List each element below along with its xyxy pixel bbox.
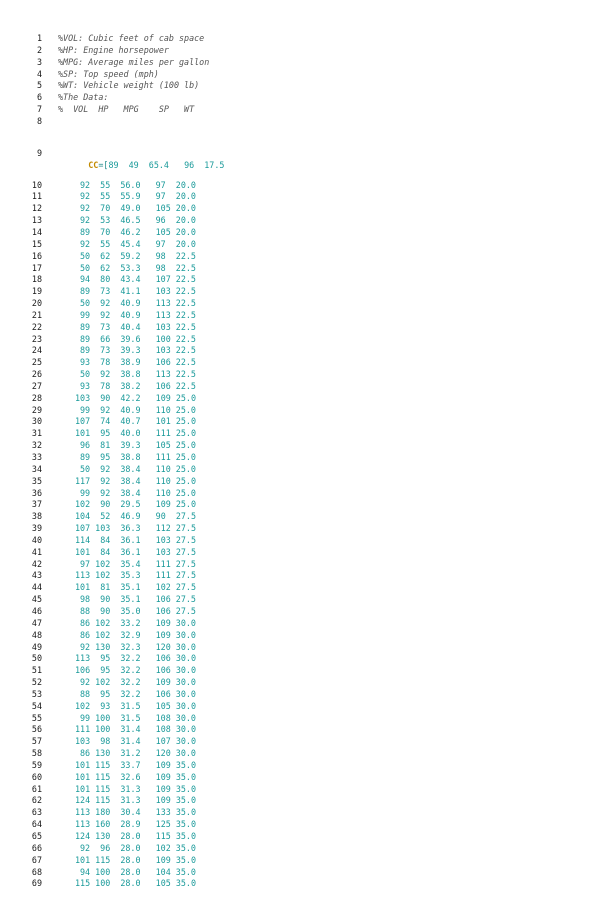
data-line[interactable] <box>0 867 599 879</box>
data-row-values: 86 102 32.9 109 30.0 <box>80 629 196 640</box>
data-row-values: 96 81 39.3 105 25.0 <box>80 440 196 451</box>
line-number: 34 <box>31 463 42 474</box>
data-row-values: 101 95 40.0 111 25.0 <box>75 428 197 439</box>
data-line[interactable] <box>0 677 599 689</box>
data-line[interactable] <box>0 416 599 428</box>
data-line[interactable] <box>0 570 599 582</box>
line-number: 64 <box>31 819 42 830</box>
line-number: 59 <box>31 759 42 770</box>
data-row-values: 89 73 39.3 103 22.5 <box>80 345 196 356</box>
data-row-values: 107 74 40.7 101 25.0 <box>75 416 197 427</box>
line-number: 69 <box>31 878 42 889</box>
data-row-values: 102 93 31.5 105 30.0 <box>75 700 197 711</box>
line-number: 48 <box>31 629 42 640</box>
data-row-values: 89 49 65.4 96 17.5 <box>108 159 225 170</box>
data-row-values: 101 115 32.6 109 35.0 <box>75 771 197 782</box>
comment-text: %MPG: Average miles per gallon <box>58 56 210 67</box>
line-number: 14 <box>31 226 42 237</box>
data-row-values: 94 100 28.0 104 35.0 <box>80 866 196 877</box>
data-row-values: 93 78 38.2 106 22.5 <box>80 380 196 391</box>
data-row-values: 124 130 28.0 115 35.0 <box>75 831 197 841</box>
data-line[interactable] <box>0 405 599 417</box>
data-line[interactable] <box>0 795 599 807</box>
line-number: 20 <box>31 298 42 309</box>
data-line[interactable] <box>0 855 599 867</box>
line-number: 65 <box>31 831 42 841</box>
data-line[interactable] <box>0 618 599 630</box>
data-row-values: 101 84 36.1 103 27.5 <box>75 546 197 557</box>
data-row-values: 113 95 32.2 106 30.0 <box>75 653 197 664</box>
data-line[interactable] <box>0 831 599 843</box>
data-line[interactable] <box>0 701 599 713</box>
line-number: 37 <box>31 499 42 510</box>
line-number: 61 <box>31 783 42 794</box>
line-number: 53 <box>31 688 42 699</box>
data-line[interactable] <box>0 606 599 618</box>
data-row-values: 92 55 55.9 97 20.0 <box>80 191 196 202</box>
data-row-values: 115 100 28.0 105 35.0 <box>75 878 197 889</box>
line-number: 5 <box>36 80 42 91</box>
line-number: 33 <box>31 452 42 462</box>
line-number: 3 <box>36 56 42 67</box>
line-number: 60 <box>31 771 42 782</box>
data-row-values: 97 102 35.4 111 27.5 <box>80 558 196 569</box>
line-number: 32 <box>31 440 42 451</box>
data-line[interactable] <box>0 642 599 654</box>
line-number: 23 <box>31 333 42 344</box>
data-line[interactable] <box>0 488 599 500</box>
data-line[interactable] <box>0 191 599 203</box>
data-line[interactable] <box>0 428 599 440</box>
line-number: 51 <box>31 665 42 676</box>
line-number: 36 <box>31 487 42 498</box>
line-number: 52 <box>31 677 42 688</box>
line-number: 24 <box>31 345 42 356</box>
data-line[interactable] <box>0 736 599 748</box>
line-number: 26 <box>31 369 42 380</box>
data-line[interactable] <box>0 180 599 192</box>
data-row-values: 113 180 30.4 133 35.0 <box>75 807 197 818</box>
data-line[interactable] <box>0 535 599 547</box>
data-row-values: 99 92 40.9 110 25.0 <box>80 404 196 415</box>
line-number: 22 <box>31 321 42 332</box>
data-line[interactable] <box>0 239 599 251</box>
data-line[interactable] <box>0 748 599 760</box>
data-line[interactable] <box>0 476 599 488</box>
data-row-values: 50 62 59.2 98 22.5 <box>80 250 196 261</box>
data-row-values: 50 92 38.4 110 25.0 <box>80 463 196 474</box>
data-row-values: 103 90 42.2 109 25.0 <box>75 392 197 403</box>
data-row-values: 101 115 28.0 109 35.0 <box>75 854 197 865</box>
comment-line[interactable] <box>0 69 599 81</box>
data-line[interactable] <box>0 440 599 452</box>
data-line[interactable] <box>0 511 599 523</box>
line-number: 49 <box>31 641 42 652</box>
comment-text: %The Data: <box>58 92 109 103</box>
line-number: 27 <box>31 380 42 391</box>
data-line[interactable] <box>0 215 599 227</box>
data-line[interactable] <box>0 274 599 286</box>
data-line[interactable] <box>0 464 599 476</box>
data-line[interactable] <box>0 843 599 855</box>
line-number: 6 <box>36 92 42 103</box>
comment-block <box>0 33 599 128</box>
line-number: 16 <box>31 250 42 261</box>
data-line[interactable] <box>0 689 599 701</box>
data-row-values: 104 52 46.9 90 27.5 <box>75 511 197 522</box>
data-row-values: 50 92 38.8 113 22.5 <box>80 369 196 380</box>
line-number: 4 <box>36 68 42 79</box>
line-number: 55 <box>31 712 42 723</box>
line-number: 39 <box>31 523 42 534</box>
data-line[interactable] <box>0 724 599 736</box>
data-row-values: 99 92 38.4 110 25.0 <box>80 487 196 498</box>
data-row-values: 92 53 46.5 96 20.0 <box>80 215 196 226</box>
data-row-values: 99 92 40.9 113 22.5 <box>80 309 196 320</box>
data-row-values: 50 92 40.9 113 22.5 <box>80 298 196 309</box>
line-number: 54 <box>31 700 42 711</box>
data-row-values: 92 55 56.0 97 20.0 <box>80 179 196 190</box>
line-number: 29 <box>31 404 42 415</box>
data-row-values: 101 115 31.3 109 35.0 <box>75 783 197 794</box>
line-number: 62 <box>31 795 42 806</box>
data-line[interactable] <box>0 499 599 511</box>
data-row-values: 117 92 38.4 110 25.0 <box>75 475 197 486</box>
line-number: 9 <box>36 147 42 158</box>
line-number: 8 <box>36 115 42 126</box>
line-number: 15 <box>31 238 42 249</box>
data-line[interactable] <box>0 345 599 357</box>
line-number: 66 <box>31 842 42 853</box>
data-row-values: 88 90 35.0 106 27.5 <box>80 605 196 616</box>
line-number: 12 <box>31 203 42 214</box>
comment-text: %VOL: Cubic feet of cab space <box>58 33 205 43</box>
line-number: 56 <box>31 724 42 735</box>
data-row-values: 99 100 31.5 108 30.0 <box>80 712 196 723</box>
data-row-values: 102 90 29.5 109 25.0 <box>75 499 197 510</box>
comment-text: %WT: Vehicle weight (100 lb) <box>58 80 200 91</box>
data-rows <box>0 180 599 891</box>
data-line[interactable] <box>0 582 599 594</box>
variable-name: CC <box>88 159 99 170</box>
data-line[interactable] <box>0 784 599 796</box>
data-line[interactable] <box>0 653 599 665</box>
comment-line[interactable] <box>0 116 599 128</box>
data-row-values: 101 115 33.7 109 35.0 <box>75 759 197 770</box>
line-number: 44 <box>31 582 42 593</box>
data-line[interactable] <box>0 807 599 819</box>
data-row-values: 107 103 36.3 112 27.5 <box>75 523 197 534</box>
data-line[interactable] <box>0 452 599 464</box>
data-line[interactable] <box>0 227 599 239</box>
data-line[interactable] <box>0 322 599 334</box>
line-number: 63 <box>31 807 42 818</box>
line-number: 1 <box>36 33 42 43</box>
line-number: 45 <box>31 594 42 605</box>
data-line[interactable] <box>0 819 599 831</box>
data-row-values: 111 100 31.4 108 30.0 <box>75 724 197 735</box>
line-number: 41 <box>31 546 42 557</box>
line-number: 67 <box>31 854 42 865</box>
data-line[interactable] <box>0 559 599 571</box>
data-row-values: 89 70 46.2 105 20.0 <box>80 226 196 237</box>
data-row-values: 92 70 49.0 105 20.0 <box>80 203 196 214</box>
data-line[interactable] <box>0 772 599 784</box>
data-line[interactable] <box>0 286 599 298</box>
data-row-values: 103 98 31.4 107 30.0 <box>75 736 197 747</box>
data-line[interactable] <box>0 630 599 642</box>
line-number: 68 <box>31 866 42 877</box>
data-row-values: 89 73 40.4 103 22.5 <box>80 321 196 332</box>
data-row-values: 89 95 38.8 111 25.0 <box>80 452 196 462</box>
data-row-values: 93 78 38.9 106 22.5 <box>80 357 196 368</box>
data-line[interactable] <box>0 547 599 559</box>
data-line[interactable] <box>0 263 599 275</box>
data-row-values: 89 73 41.1 103 22.5 <box>80 286 196 297</box>
data-row-values: 92 55 45.4 97 20.0 <box>80 238 196 249</box>
data-line[interactable] <box>0 381 599 393</box>
data-row-values: 101 81 35.1 102 27.5 <box>75 582 197 593</box>
data-line[interactable] <box>0 393 599 405</box>
line-number: 57 <box>31 736 42 747</box>
line-number: 50 <box>31 653 42 664</box>
comment-text: % VOL HP MPG SP WT <box>58 104 195 115</box>
line-number: 30 <box>31 416 42 427</box>
line-number: 7 <box>36 104 42 115</box>
line-number: 11 <box>31 191 42 202</box>
line-number: 2 <box>36 44 42 55</box>
assignment-line[interactable] <box>0 147 599 170</box>
data-row-values: 113 160 28.9 125 35.0 <box>75 819 197 830</box>
data-line[interactable] <box>0 251 599 263</box>
data-line[interactable] <box>0 298 599 310</box>
line-number: 21 <box>31 309 42 320</box>
data-row-values: 114 84 36.1 103 27.5 <box>75 534 197 545</box>
data-line[interactable] <box>0 665 599 677</box>
line-number: 58 <box>31 748 42 759</box>
data-row-values: 50 62 53.3 98 22.5 <box>80 262 196 273</box>
data-row-values: 98 90 35.1 106 27.5 <box>80 594 196 605</box>
line-number: 25 <box>31 357 42 368</box>
data-row-values: 92 130 32.3 120 30.0 <box>80 641 196 652</box>
line-number: 35 <box>31 475 42 486</box>
data-row-values: 88 95 32.2 106 30.0 <box>80 688 196 699</box>
data-row-values: 92 102 32.2 109 30.0 <box>80 677 196 688</box>
data-line[interactable] <box>0 760 599 772</box>
data-row-values: 89 66 39.6 100 22.5 <box>80 333 196 344</box>
line-number: 19 <box>31 286 42 297</box>
data-line[interactable] <box>0 594 599 606</box>
comment-text: %HP: Engine horsepower <box>58 44 169 55</box>
data-row-values: 106 95 32.2 106 30.0 <box>75 665 197 676</box>
comment-line[interactable] <box>0 104 599 116</box>
comment-line[interactable] <box>0 45 599 57</box>
data-row-values: 86 102 33.2 109 30.0 <box>80 617 196 628</box>
data-row-values: 86 130 31.2 120 30.0 <box>80 748 196 759</box>
data-row-values: 94 80 43.4 107 22.5 <box>80 274 196 285</box>
line-number: 46 <box>31 605 42 616</box>
line-number: 28 <box>31 392 42 403</box>
data-line[interactable] <box>0 369 599 381</box>
data-line[interactable] <box>0 713 599 725</box>
comment-line[interactable] <box>0 80 599 92</box>
comment-line[interactable] <box>0 92 599 104</box>
data-line[interactable] <box>0 523 599 535</box>
line-number: 17 <box>31 262 42 273</box>
line-number: 40 <box>31 534 42 545</box>
line-number: 38 <box>31 511 42 522</box>
data-line[interactable] <box>0 334 599 346</box>
data-row-values: 92 96 28.0 102 35.0 <box>80 842 196 853</box>
comment-line[interactable] <box>0 33 599 45</box>
code-editor[interactable] <box>0 13 599 900</box>
line-number: 42 <box>31 558 42 569</box>
data-line[interactable] <box>0 310 599 322</box>
assignment-operator: =[ <box>98 159 109 170</box>
data-line[interactable] <box>0 878 599 890</box>
line-number: 10 <box>31 179 42 190</box>
line-number: 18 <box>31 274 42 285</box>
line-number: 31 <box>31 428 42 439</box>
comment-text: %SP: Top speed (mph) <box>58 68 159 79</box>
line-number: 13 <box>31 215 42 226</box>
data-line[interactable] <box>0 357 599 369</box>
line-number: 47 <box>31 617 42 628</box>
data-line[interactable] <box>0 203 599 215</box>
data-row-values: 113 102 35.3 111 27.5 <box>75 570 197 581</box>
data-row-values: 124 115 31.3 109 35.0 <box>75 795 197 806</box>
line-number: 43 <box>31 570 42 581</box>
comment-line[interactable] <box>0 57 599 69</box>
